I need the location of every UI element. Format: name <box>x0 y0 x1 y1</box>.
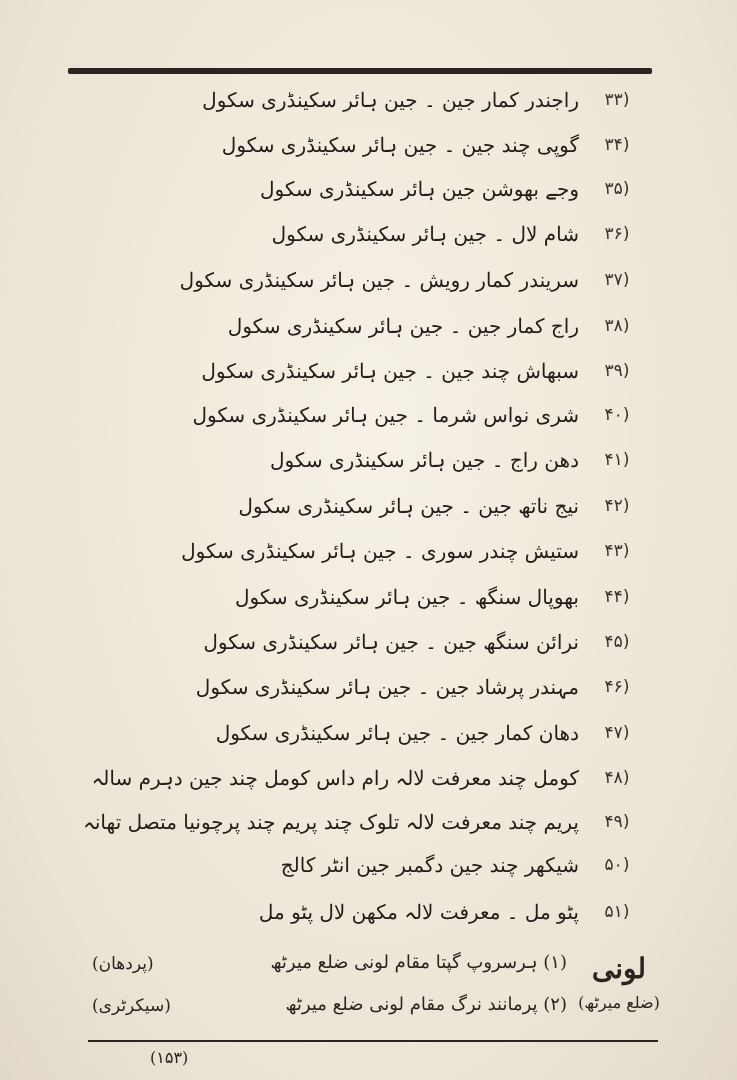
place-heading <box>571 952 667 1020</box>
entry-number: (۴۷ <box>604 723 630 743</box>
list-item <box>0 351 647 391</box>
entry-number: (۳۳ <box>604 90 630 110</box>
list-item <box>0 306 647 346</box>
page-number: (۱۵۳) <box>150 1048 189 1067</box>
entry-text: نیج ناتھ جین ۔ جین ہائر سکینڈری سکول <box>238 494 579 518</box>
entry-text: نرائن سنگھ جین ۔ جین ہائر سکینڈری سکول <box>203 630 579 654</box>
district-label: (ضلع میرٹھ) <box>578 993 660 1012</box>
entry-number: (۴۱ <box>604 450 630 470</box>
list-item <box>0 531 647 571</box>
entry-number: (۳۴ <box>604 135 630 155</box>
footer-block <box>0 950 737 1030</box>
entry-text: پریم چند معرفت لالہ تلوک چند پریم چند پرچونیا متصل تھانہ <box>83 810 579 834</box>
role-label: (پردھان) <box>92 954 154 974</box>
entry-number: (۴۹ <box>604 812 630 832</box>
entry-text: ستیش چندر سوری ۔ جین ہائر سکینڈری سکول <box>181 539 579 563</box>
entry-number: (۴۸ <box>604 768 630 788</box>
entry-number: (۳۹ <box>604 361 630 381</box>
entry-text: سبھاش چند جین ۔ جین ہائر سکینڈری سکول <box>201 359 579 383</box>
list-item <box>0 713 647 753</box>
entry-number: (۵۱ <box>604 902 630 922</box>
office-bearer-line: (۲) پرمانند نرگ مقام لونی ضلع میرٹھ <box>285 994 567 1015</box>
entry-text: راج کمار جین ۔ جین ہائر سکینڈری سکول <box>227 314 579 338</box>
entry-text: دھن راج ۔ جین ہائر سکینڈری سکول <box>269 448 579 472</box>
entry-number: (۴۰ <box>604 405 630 425</box>
list-item <box>0 892 647 932</box>
list-item <box>0 169 647 209</box>
list-item <box>0 395 647 435</box>
list-item <box>0 214 647 254</box>
entry-text: شیکھر چند جین دگمبر جین انٹر کالج <box>280 853 579 877</box>
entry-number: (۴۶ <box>604 677 630 697</box>
list-item <box>0 440 647 480</box>
entry-text: پٹو مل ۔ معرفت لالہ مکھن لال پٹو مل <box>258 900 579 924</box>
office-bearer-line: (۱) ہرسروپ گپتا مقام لونی ضلع میرٹھ <box>270 952 567 973</box>
list-item <box>0 667 647 707</box>
entry-text: شام لال ۔ جین ہائر سکینڈری سکول <box>271 222 579 246</box>
list-item <box>0 758 647 798</box>
top-rule <box>68 68 652 74</box>
entry-text: کومل چند معرفت لالہ رام داس کومل چند جین دہرم سالہ <box>91 766 579 790</box>
entry-text: مہندر پرشاد جین ۔ جین ہائر سکینڈری سکول <box>195 675 579 699</box>
entry-text: وجے بھوشن جین ہائر سکینڈری سکول <box>259 177 579 201</box>
list-item <box>0 845 647 885</box>
entry-number: (۴۵ <box>604 632 630 652</box>
entry-text: راجندر کمار جین ۔ جین ہائر سکینڈری سکول <box>202 88 579 112</box>
entry-text: دھان کمار جین ۔ جین ہائر سکینڈری سکول <box>215 721 579 745</box>
list-item <box>0 802 647 842</box>
place-name: لونی <box>591 952 647 985</box>
entry-number: (۵۰ <box>604 855 630 875</box>
list-item <box>0 486 647 526</box>
list-item <box>0 80 647 120</box>
list-item <box>0 260 647 300</box>
entry-text: بھوپال سنگھ ۔ جین ہائر سکینڈری سکول <box>234 585 579 609</box>
bottom-rule <box>88 1040 658 1042</box>
entry-number: (۴۳ <box>604 541 630 561</box>
entry-number: (۴۲ <box>604 496 630 516</box>
list-item <box>0 622 647 662</box>
entry-number: (۳۸ <box>604 316 630 336</box>
entry-number: (۳۷ <box>604 270 630 290</box>
role-label: (سیکرٹری) <box>92 996 171 1016</box>
entry-number: (۳۶ <box>604 224 630 244</box>
entry-text: شری نواس شرما ۔ جین ہائر سکینڈری سکول <box>192 403 579 427</box>
list-item <box>0 125 647 165</box>
entry-text: گوپی چند جین ۔ جین ہائر سکینڈری سکول <box>221 133 579 157</box>
entry-number: (۴۴ <box>604 587 630 607</box>
entry-number: (۳۵ <box>604 179 630 199</box>
entry-text: سریندر کمار رویش ۔ جین ہائر سکینڈری سکول <box>179 268 579 292</box>
list-item <box>0 577 647 617</box>
